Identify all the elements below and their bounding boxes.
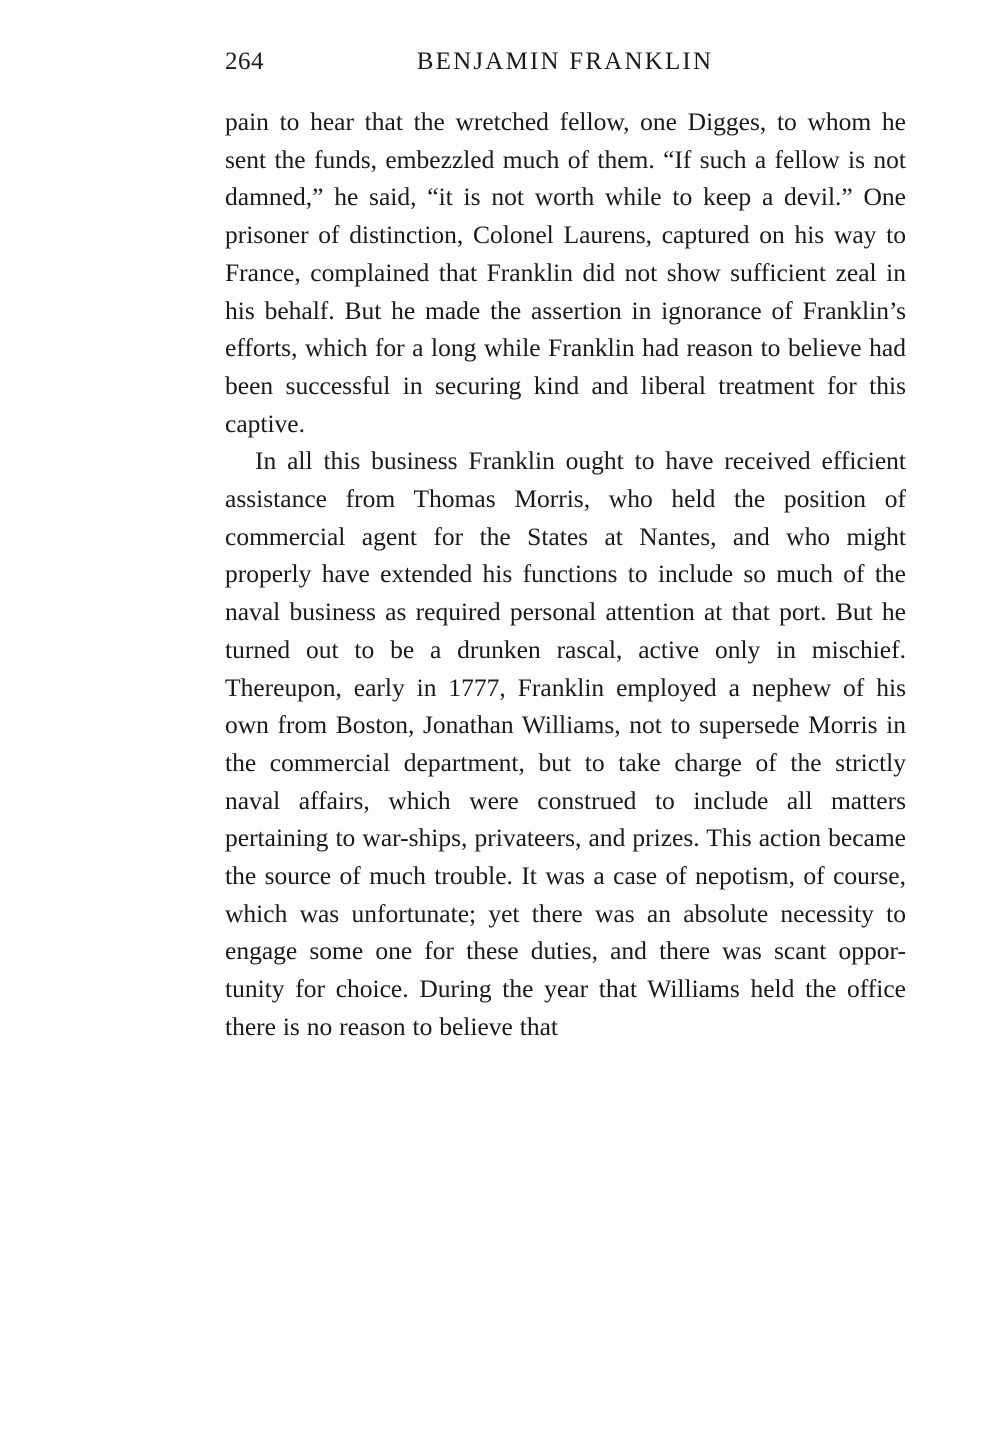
page-number: 264 xyxy=(225,48,264,75)
page-body xyxy=(225,103,906,1046)
paragraph-1: pain to hear that the wretched fellow, one Digges, to whom he sent the funds, embezzled much of them. “If such a fellow is not damned,” he said, “it is not worth while to keep a devil.” One prisoner of distinction, Colonel Laurens, captured on his way to France, complained that Franklin did not show sufficient zeal in his behalf. But he made the assertion in ignorance of Franklin’s efforts, which for a long while Franklin had reason to believe had been successful in securing kind and liberal treatment for this captive. xyxy=(225,107,906,438)
paragraph-2: In all this business Franklin ought to have received efficient assistance from Thomas Morris, who held the position of commercial agent for the States at Nantes, and who might properly have extended his functions to include so much of the naval business as required personal attention at that port. But he turned out to be a drunken rascal, active only in mischief. Thereupon, early in 1777, Franklin employed a nephew of his own from Boston, Jonathan Williams, not to supersede Morris in the commercial department, but to take charge of the strictly naval affairs, which were construed to include all matters pertaining to war-ships, privateers, and prizes. This action became the source of much trouble. It was a case of nepotism, of course, which was unfortunate; yet there was an absolute necessity to engage some one for these duties, and there was scant oppor-tunity for choice. During the year that Williams held the office there is no reason to believe that xyxy=(225,446,906,1041)
running-head: BENJAMIN FRANKLIN xyxy=(416,48,714,75)
page-header xyxy=(225,48,905,88)
